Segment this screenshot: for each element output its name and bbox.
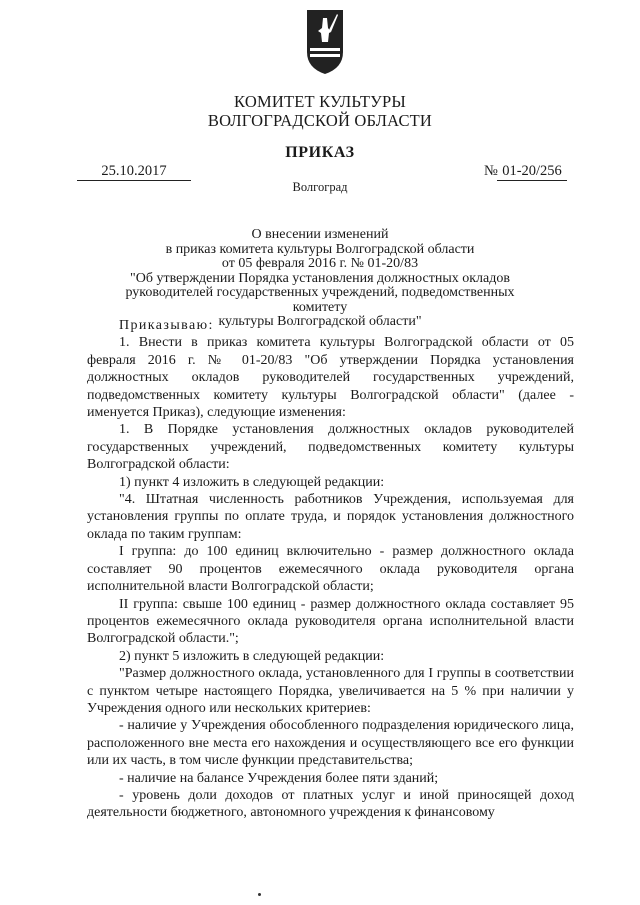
order-subject	[110, 228, 530, 330]
number-sign: №	[484, 163, 498, 179]
body-paragraph: - наличие на балансе Учреждения более пяти зданий;	[119, 770, 439, 786]
body-paragraph: I группа: до 100 единиц включительно - размер должностного оклада составляет 90 процентов ежемесячного оклада руководителя органа исполнительной власти Волгоградской области;	[87, 544, 574, 595]
subject-line: О внесении изменений	[251, 227, 389, 242]
order-title: ПРИКАЗ	[285, 144, 355, 161]
body-paragraph: 1. Внести в приказ комитета культуры Волгоградской области от 05 февраля 2016 г. № 01-20/83 "Об утверждении Порядка установления должностных окладов руководителей государственных учреждений, подведомственных комитету культуры Волгоградской области" (далее - именуется Приказ), следующие изменения:	[87, 335, 574, 421]
subject-line: руководителей государственных учреждений, подведомственных комитету	[125, 285, 515, 315]
committee-name	[0, 92, 640, 130]
body-paragraph: II группа: свыше 100 единиц - размер должностного оклада составляет 95 процентов ежемесячного оклада руководителя органа исполнительной власти Волгоградской области.";	[87, 596, 574, 647]
body-paragraph: 1. В Порядке установления должностных окладов руководителей государственных учреждений, подведомственных комитету культуры Волгоградской области:	[87, 422, 574, 473]
order-number: 01-20/256	[497, 163, 567, 181]
body-paragraph: "4. Штатная численность работников Учреждения, используемая для установления группы по оплате труда, и порядок установления должностного оклада по таким группам:	[87, 492, 574, 542]
scan-mark	[258, 893, 261, 896]
body-paragraph: - наличие у Учреждения обособленного подразделения юридического лица, расположенного вне места его нахождения и осуществляющего все его функции или их часть, в том числе функции представительства;	[87, 718, 574, 769]
body-prikazyvayu: Приказываю:	[119, 318, 214, 333]
body-paragraph: 1) пункт 4 изложить в следующей редакции:	[119, 474, 385, 490]
coat-of-arms-emblem	[305, 8, 345, 76]
committee-line-1: КОМИТЕТ КУЛЬТУРЫ	[234, 92, 406, 111]
subject-line: культуры Волгоградской области"	[218, 314, 422, 329]
subject-line: от 05 февраля 2016 г. № 01-20/83	[221, 256, 419, 271]
subject-line: в приказ комитета культуры Волгоградской области	[165, 241, 475, 257]
body-paragraph: 2) пункт 5 изложить в следующей редакции:	[119, 648, 385, 664]
subject-line: "Об утверждении Порядка установления должностных окладов	[130, 270, 510, 286]
order-body	[87, 314, 574, 822]
city: Волгоград	[292, 180, 348, 194]
order-date: 25.10.2017	[77, 163, 191, 181]
body-paragraph: "Размер должностного оклада, установленного для I группы в соответствии с пунктом четыре настоящего Порядка, увеличивается на 5 % при наличии у Учреждения одного или нескольких критериев:	[87, 666, 574, 716]
committee-line-2: ВОЛГОГРАДСКОЙ ОБЛАСТИ	[207, 111, 433, 130]
body-paragraph: - уровень доли доходов от платных услуг и иной приносящей доход деятельности бюджетного, автономного учреждения к финансовому	[87, 787, 574, 821]
